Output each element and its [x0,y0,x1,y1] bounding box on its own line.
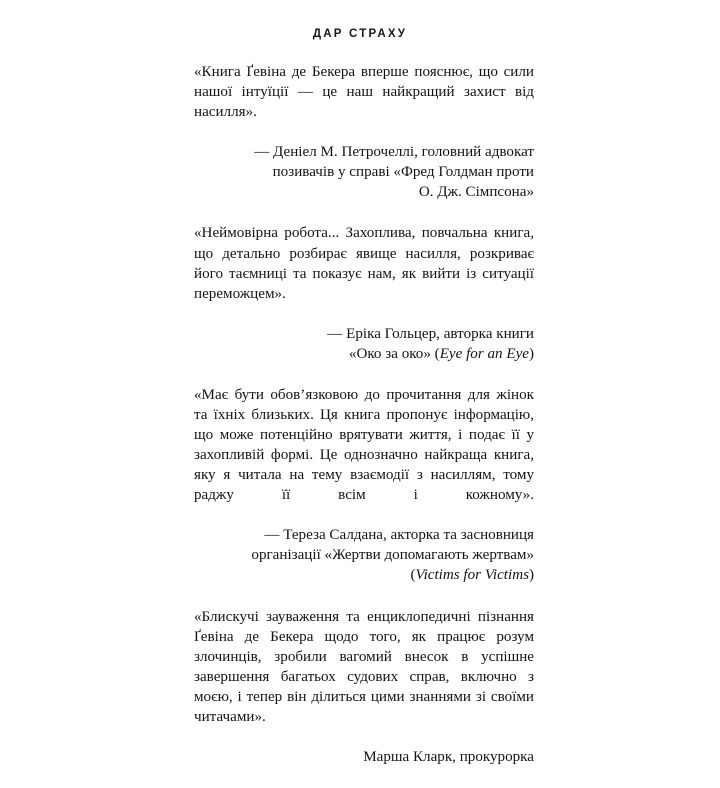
quote-block [194,385,534,586]
attribution-title-close: ) [528,567,534,584]
attribution-line: Марша Кларк, прокурорка [363,748,534,765]
attribution-line-italic [194,565,534,585]
quote-text: «Книга Ґевіна де Бекера вперше пояснює, що сили нашої інтуїції — це наш найкращий захист від насилля». [194,64,534,121]
attribution-title: «Око за око» ( [348,345,440,362]
quote-attribution [194,747,534,767]
quote-text: «Має бути обов’язковою до прочитання для жінок та їхніх близьких. Ця книга пропонує інформацію, що може потенційно врятувати життя, і подає її у захопливій формі. Це однозначно найкраща книга, яку я читала на тему взаємодії з насиллям, тому раджу її всім і кожному». [194,386,534,504]
quote-block [194,62,534,202]
quote-attribution [194,142,534,202]
quote-attribution [194,324,534,364]
attribution-title-open: ( [410,567,416,584]
quote-block [194,607,534,768]
attribution-line-italic [194,344,534,364]
attribution-line: — Еріка Гольцер, авторка книги [327,325,534,342]
attribution-title-italic: Eye for an Eye [439,345,529,362]
page-content [194,62,534,788]
attribution-title-italic: Victims for Victims [415,567,529,584]
attribution-title-close: ) [528,345,534,362]
running-head: ДАР СТРАХУ [312,28,408,40]
quote-attribution [194,525,534,585]
quote-text: «Неймовірна робота... Захоплива, повчальна книга, що детально розбирає явище насилля, розкриває його таємниці та показує нам, як вийти із ситуації переможцем». [194,225,534,302]
attribution-line: — Тереза Салдана, акторка та засновниця [264,527,534,544]
quote-block [194,223,534,363]
attribution-line: — Деніел М. Петрочеллі, головний адвокат [254,144,534,161]
attribution-line: О. Дж. Сімпсона» [418,184,534,201]
attribution-line: позивачів у справі «Фред Голдман проти [272,164,534,181]
attribution-line: організації «Жертви допомагають жертвам» [251,547,534,564]
quote-text: «Блискучі зауваження та енциклопедичні пізнання Ґевіна де Бекера щодо того, як працює розум злочинців, зробили вагомий внесок в успішне завершення багатьох судових справ, включно з моєю, і тепер він ділиться цими знаннями зі своїми читачами». [194,608,534,725]
